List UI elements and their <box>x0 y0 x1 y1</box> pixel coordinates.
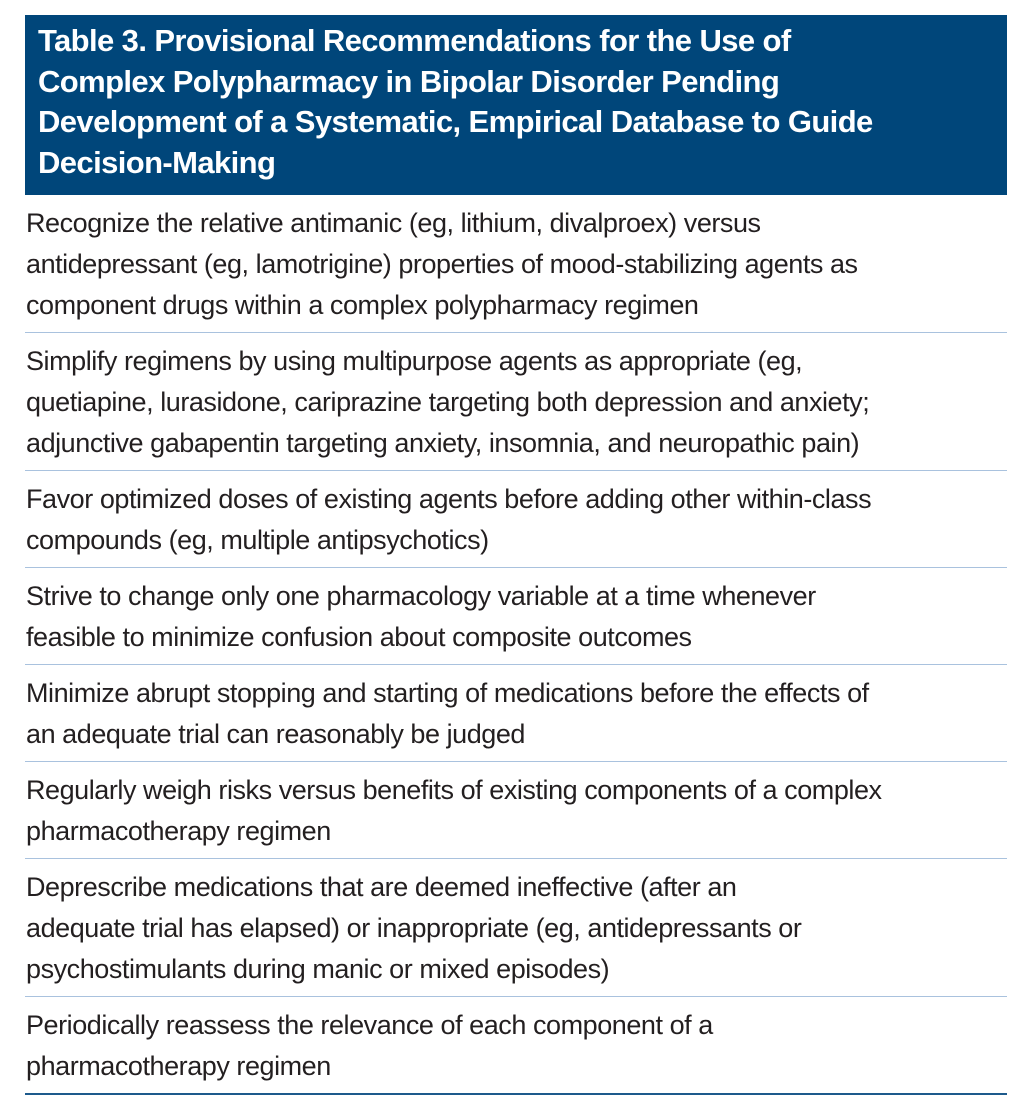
table-title <box>25 15 1007 195</box>
row-text-line: pharmacotherapy regimen <box>26 816 331 846</box>
title-line: Development of a Systematic, Empirical Database to Guide <box>38 104 873 139</box>
row-text-line: Minimize abrupt stopping and starting of medications before the effects of <box>26 678 869 708</box>
table-row <box>25 762 1007 859</box>
row-text-line: component drugs within a complex polypharmacy regimen <box>26 290 699 320</box>
row-text-line: feasible to minimize confusion about composite outcomes <box>26 622 692 652</box>
row-text-line: Periodically reassess the relevance of each component of a <box>26 1010 713 1040</box>
row-text-line: quetiapine, lurasidone, cariprazine targeting both depression and anxiety; <box>26 387 870 417</box>
row-text-line: Deprescribe medications that are deemed ineffective (after an <box>26 872 737 902</box>
row-text-line: Regularly weigh risks versus benefits of existing components of a complex <box>26 775 882 805</box>
title-line: Complex Polypharmacy in Bipolar Disorder Pending <box>38 63 780 99</box>
table-row <box>25 333 1007 471</box>
row-text-line: adjunctive gabapentin targeting anxiety, insomnia, and neuropathic pain) <box>26 428 860 458</box>
row-text-line: antidepressant (eg, lamotrigine) properties of mood-stabilizing agents as <box>26 249 858 279</box>
table-row <box>25 471 1007 568</box>
row-text-line: Recognize the relative antimanic (eg, lithium, divalproex) versus <box>26 208 761 238</box>
row-text-line: adequate trial has elapsed) or inappropriate (eg, antidepressants or <box>26 913 802 943</box>
row-text-line: Strive to change only one pharmacology variable at a time whenever <box>26 581 816 611</box>
row-text-line: an adequate trial can reasonably be judged <box>26 719 525 749</box>
title-line: Decision-Making <box>38 144 276 180</box>
row-text-line: Favor optimized doses of existing agents before adding other within-class <box>26 484 872 514</box>
table-row <box>25 997 1007 1095</box>
table-body <box>25 195 1007 1095</box>
table-row <box>25 665 1007 762</box>
row-text-line: Simplify regimens by using multipurpose agents as appropriate (eg, <box>26 346 803 376</box>
row-text-line: psychostimulants during manic or mixed episodes) <box>26 954 610 984</box>
table-row <box>25 195 1007 333</box>
table-row <box>25 568 1007 665</box>
recommendations-table <box>25 15 1007 1095</box>
table-row <box>25 859 1007 997</box>
title-line: Table 3. Provisional Recommendations for the Use of <box>38 23 791 58</box>
row-text-line: compounds (eg, multiple antipsychotics) <box>26 525 489 555</box>
row-text-line: pharmacotherapy regimen <box>26 1051 331 1081</box>
